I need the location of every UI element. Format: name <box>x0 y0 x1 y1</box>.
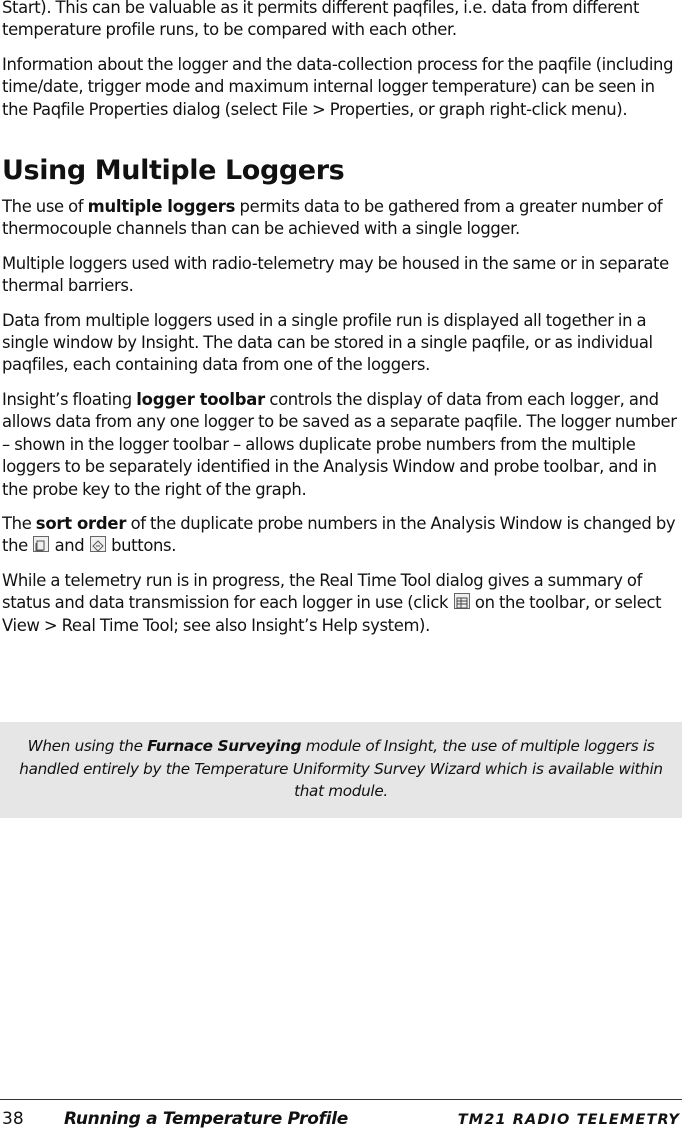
sort-ascending-icon <box>33 536 49 552</box>
page-footer <box>0 1108 682 1130</box>
term-sort-order: sort order <box>35 513 127 533</box>
section-paragraph-4: Insight’s floating logger toolbar controls the display of data from each logger, and allows data from any one logger to be saved as a separate paqfile. The logger number – shown in the logger toolbar – allows duplicate probe numbers from the multiple loggers to be separately identified in the Analysis Window and probe toolbar, and in the probe key to the right of the graph. <box>2 389 677 499</box>
intro-paragraph-2: Information about the logger and the data-collection process for the paqfile (including time/date, trigger mode and maximum internal logger temperature) can be seen in the Paqfile Properties dialog (select File > Properties, or graph right-click menu). <box>2 54 674 119</box>
page-content <box>2 0 682 649</box>
section-paragraph-5: The sort order of the duplicate probe numbers in the Analysis Window is changed by the and buttons. <box>2 513 676 556</box>
footer-divider <box>0 1099 682 1100</box>
note-box: When using the Furnace Surveying module of Insight, the use of multiple loggers is handled entirely by the Temperature Uniformity Survey Wizard which is available within that module. <box>0 722 682 818</box>
term-multiple-loggers: multiple loggers <box>87 197 236 217</box>
section-paragraph-2: Multiple loggers used with radio-telemetry may be housed in the same or in separate thermal barriers. <box>2 253 669 296</box>
section-paragraph-3: Data from multiple loggers used in a single profile run is displayed all together in a single window by Insight. The data can be stored in a single paqfile, or as individual paqfiles, each containing data from one of the loggers. <box>2 310 653 375</box>
product-name: TM21 RADIO TELEMETRY <box>457 1112 680 1128</box>
real-time-tool-icon <box>454 593 470 609</box>
section-heading: Using Multiple Loggers <box>2 155 345 187</box>
chapter-title: Running a Temperature Profile <box>64 1109 349 1129</box>
section-paragraph-1: The use of multiple loggers permits data to be gathered from a greater number of thermocouple channels than can be achieved with a single logger. <box>2 197 663 239</box>
sort-descending-icon <box>90 536 106 552</box>
page-number: 38 <box>2 1109 24 1129</box>
section-paragraph-6: While a telemetry run is in progress, the Real Time Tool dialog gives a summary of status and data transmission for each logger in use (click on the toolbar, or select View > Real Time Tool; see also Insight’s Help system). <box>2 570 662 635</box>
term-furnace-surveying: Furnace Surveying <box>147 737 302 755</box>
term-logger-toolbar: logger toolbar <box>136 389 266 409</box>
intro-paragraph-1: Start). This can be valuable as it permits different paqfiles, i.e. data from different temperature profile runs, to be compared with each other. <box>2 0 640 40</box>
